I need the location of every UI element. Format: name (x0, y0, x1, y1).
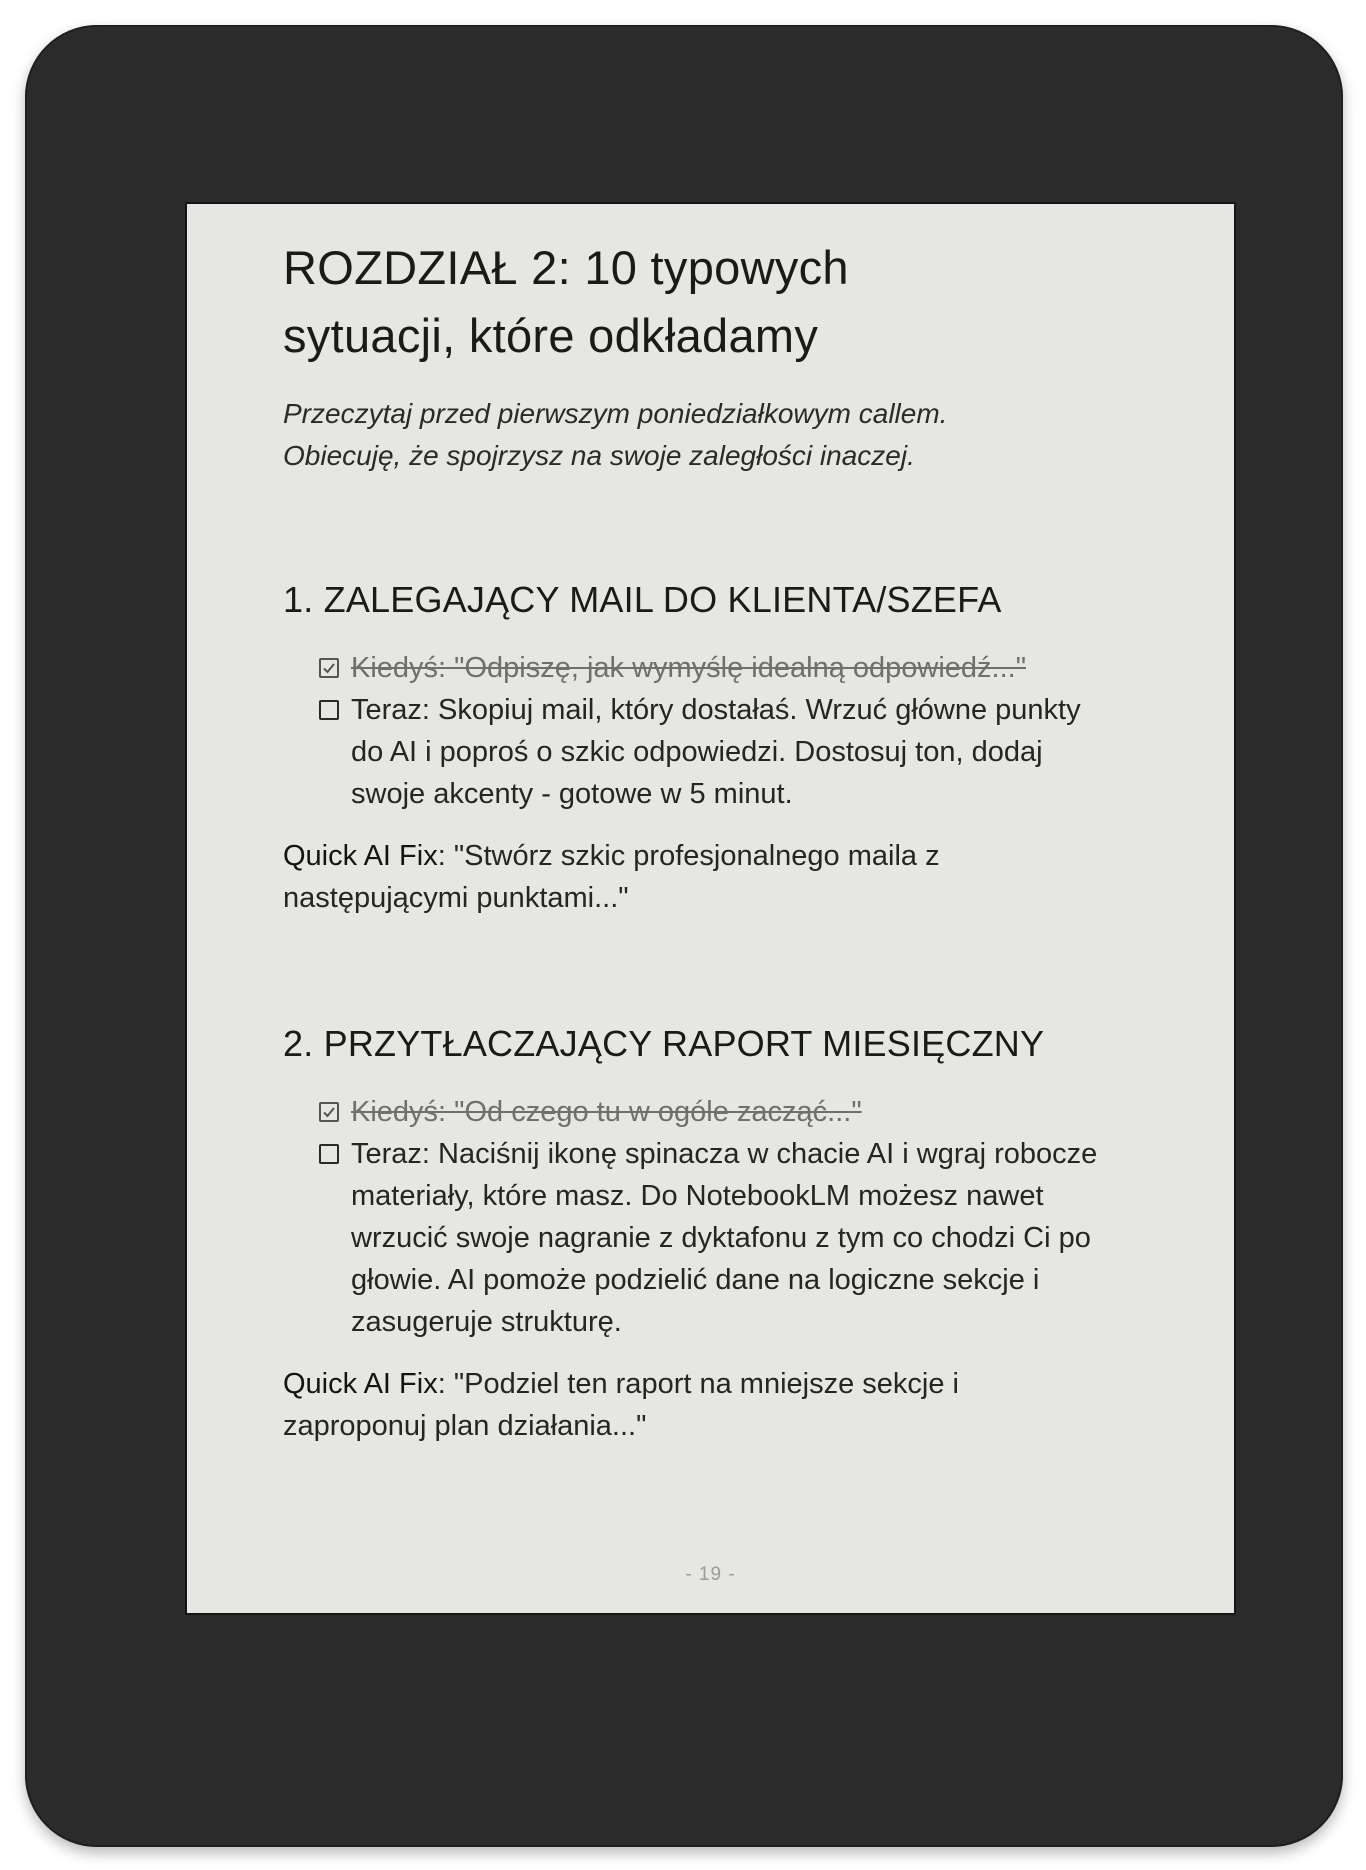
quick-fix-text: : "Podziel ten raport na mniejsze sekcje i zaproponuj plan działania..." (283, 1368, 959, 1442)
chapter-intro (283, 393, 1103, 477)
section-1-before-item (319, 647, 1103, 689)
section-1-now-item (319, 689, 1103, 815)
section-2-now-item (319, 1133, 1103, 1343)
ereader-device (25, 25, 1343, 1847)
chapter-title-line1: ROZDZIAŁ 2: 10 typowych (283, 241, 849, 294)
checked-checkbox-icon (319, 1102, 339, 1122)
intro-line1: Przeczytaj przed pierwszym poniedziałkowym callem. (283, 398, 948, 429)
quick-fix-text: : "Stwórz szkic profesjonalnego maila z następującymi punktami..." (283, 840, 940, 914)
section-1-before-text: Kiedyś: "Odpiszę, jak wymyślę idealną odpowiedź..." (351, 652, 1027, 684)
checked-checkbox-icon (319, 658, 339, 678)
ereader-screen[interactable] (185, 202, 1236, 1615)
page-content (283, 234, 1103, 1447)
empty-checkbox-icon (319, 700, 339, 720)
section-1-now-text: Teraz: Skopiuj mail, który dostałaś. Wrzuć główne punkty do AI i poproś o szkic odpowiedzi. Dostosuj ton, dodaj swoje akcenty - gotowe w 5 minut. (351, 694, 1081, 810)
section-1-checklist (283, 647, 1103, 815)
chapter-title (283, 234, 1103, 370)
empty-checkbox-icon (319, 1144, 339, 1164)
section-2-quick-fix (283, 1363, 1103, 1447)
section-1-quick-fix (283, 835, 1103, 919)
section-2-before-text: Kiedyś: "Od czego tu w ogóle zacząć..." (351, 1096, 862, 1128)
chapter-title-line2: sytuacji, które odkładamy (283, 309, 819, 362)
section-2-checklist (283, 1091, 1103, 1343)
section-1-title: 1. ZALEGAJĄCY MAIL DO KLIENTA/SZEFA (283, 579, 1002, 620)
section-2-now-text: Teraz: Naciśnij ikonę spinacza w chacie AI i wgraj robocze materiały, które masz. Do NotebookLM możesz nawet wrzucić swoje nagranie z dyktafonu z tym co chodzi Ci po głowie. AI pomoże podzielić dane na logiczne sekcje i zasugeruje strukturę. (351, 1138, 1098, 1338)
section-2-title: 2. PRZYTŁACZAJĄCY RAPORT MIESIĘCZNY (283, 1023, 1045, 1064)
quick-fix-label: Quick AI Fix (283, 840, 438, 872)
page-number: - 19 - (685, 1564, 736, 1585)
section-2-before-item (319, 1091, 1103, 1133)
intro-line2: Obiecuję, że spojrzysz na swoje zaległości inaczej. (283, 440, 915, 471)
quick-fix-label: Quick AI Fix (283, 1368, 438, 1400)
